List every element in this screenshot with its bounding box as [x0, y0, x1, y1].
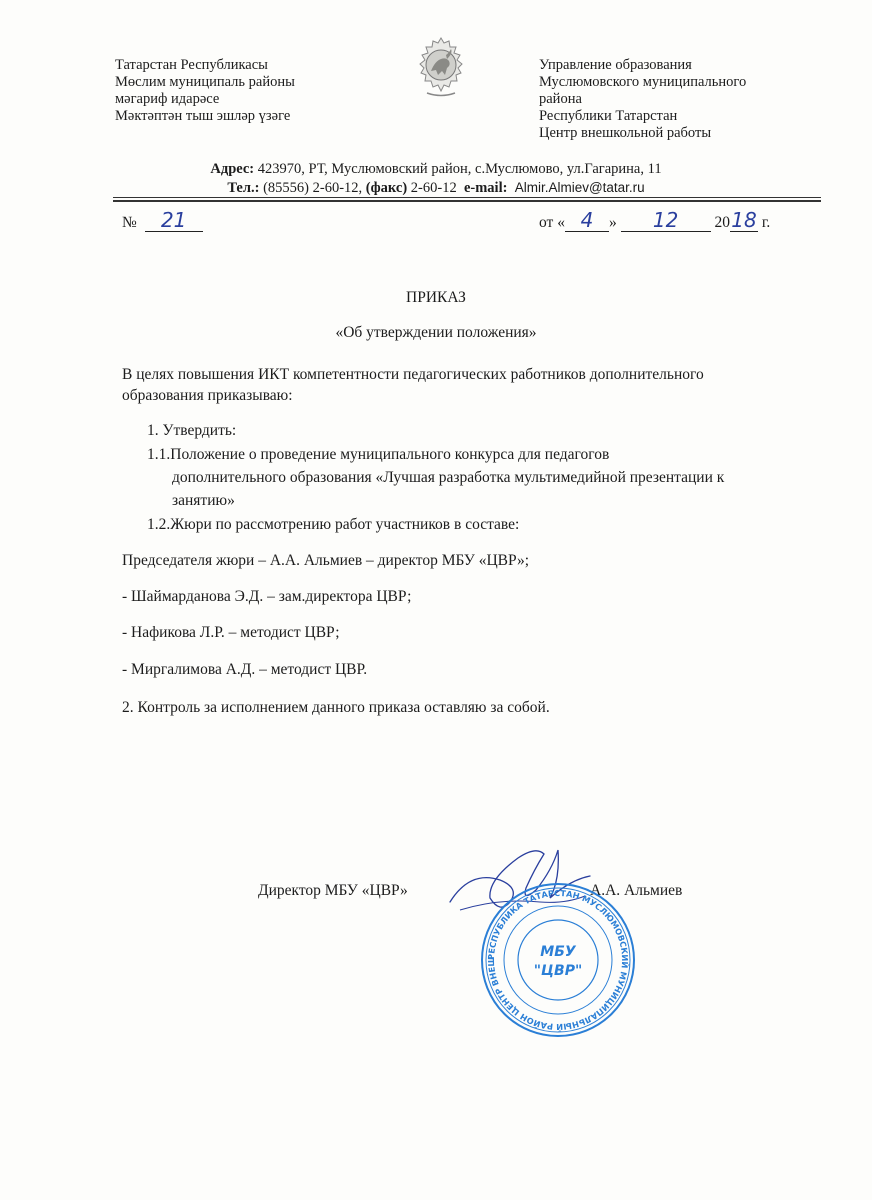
jury-member: Председателя жюри – А.А. Альмиев – директор МБУ «ЦВР»;	[122, 552, 530, 569]
item-1-1-cont: дополнительного образования «Лучшая разработка мультимедийной презентации к	[172, 469, 725, 486]
order-number	[122, 210, 203, 233]
stamp-center-line: "ЦВР"	[533, 963, 583, 979]
intro-line: образования приказываю:	[122, 387, 293, 404]
order-date	[539, 210, 770, 233]
fax-value: 2-60-12	[410, 180, 457, 196]
email-value: Almir.Almiev@tatar.ru	[514, 180, 645, 195]
header-divider	[113, 197, 821, 198]
header-divider-thick	[113, 200, 821, 202]
official-stamp	[478, 880, 638, 1040]
date-year-prefix: 20	[714, 214, 730, 231]
address-label: Адрес:	[210, 161, 255, 177]
address-line	[0, 160, 872, 178]
header-right	[539, 57, 746, 142]
header-left	[115, 57, 295, 125]
header-right-line: Муслюмовского муниципального	[539, 74, 747, 90]
item-1-2: 1.2.Жюри по рассмотрению работ участников в составе:	[147, 516, 520, 533]
intro-line: В целях повышения ИКТ компетентности педагогических работников дополнительного	[122, 366, 704, 383]
signature-name: А.А. Альмиев	[590, 882, 683, 899]
jury-member: - Шаймарданова Э.Д. – зам.директора ЦВР;	[122, 588, 412, 605]
tel-label: Тел.:	[227, 180, 260, 196]
stamp-center-line: МБУ	[540, 944, 576, 960]
date-year: 18	[731, 208, 757, 232]
tel-value: (85556) 2-60-12,	[263, 180, 363, 196]
email-label: e-mail:	[463, 180, 508, 196]
order-number-prefix: №	[122, 214, 137, 231]
stamp-ring-text: РЕСПУБЛИКА ТАТАРСТАН МУСЛЮМОВСКИЙ МУНИЦИПАЛЬНЫЙ РАЙОН ЦЕНТР ВНЕШ	[485, 887, 631, 1033]
fax-label: (факс)	[365, 180, 408, 196]
jury-member: - Нафикова Л.Р. – методист ЦВР;	[122, 624, 340, 641]
date-day: 4	[565, 210, 609, 232]
document-subtitle: «Об утверждении положения»	[335, 324, 537, 341]
item-2: 2. Контроль за исполнением данного приказа оставляю за собой.	[122, 699, 550, 716]
document-title: ПРИКАЗ	[406, 289, 466, 306]
header-right-line: Центр внешкольной работы	[539, 125, 712, 141]
coat-of-arms-icon	[413, 35, 469, 99]
header-right-line: Республики Татарстан	[539, 108, 678, 124]
header-left-line: мәгариф идарәсе	[115, 91, 220, 107]
item-1-1: 1.1.Положение о проведение муниципального конкурса для педагогов	[147, 446, 610, 463]
date-year-end: г.	[761, 214, 771, 231]
header-left-line: Мөслим муниципаль районы	[115, 74, 295, 90]
jury-member: - Миргалимова А.Д. – методист ЦВР.	[122, 661, 368, 678]
address-value: 423970, РТ, Муслюмовский район, с.Муслюмово, ул.Гагарина, 11	[257, 161, 662, 177]
date-prefix: от «	[539, 214, 565, 231]
header-right-line: района	[539, 91, 582, 107]
order-number-value: 21	[145, 210, 203, 232]
header-left-line: Мәктәптән тыш эшләр үзәге	[115, 108, 291, 124]
date-month: 12	[621, 210, 711, 232]
signature-position: Директор МБУ «ЦВР»	[258, 882, 408, 899]
date-mid: »	[608, 214, 617, 231]
header-right-line: Управление образования	[539, 57, 692, 73]
header-left-line: Татарстан Республикасы	[115, 57, 268, 73]
item-1: 1. Утвердить:	[147, 422, 237, 439]
contact-line	[0, 179, 872, 197]
item-1-1-cont: занятию»	[172, 492, 235, 509]
